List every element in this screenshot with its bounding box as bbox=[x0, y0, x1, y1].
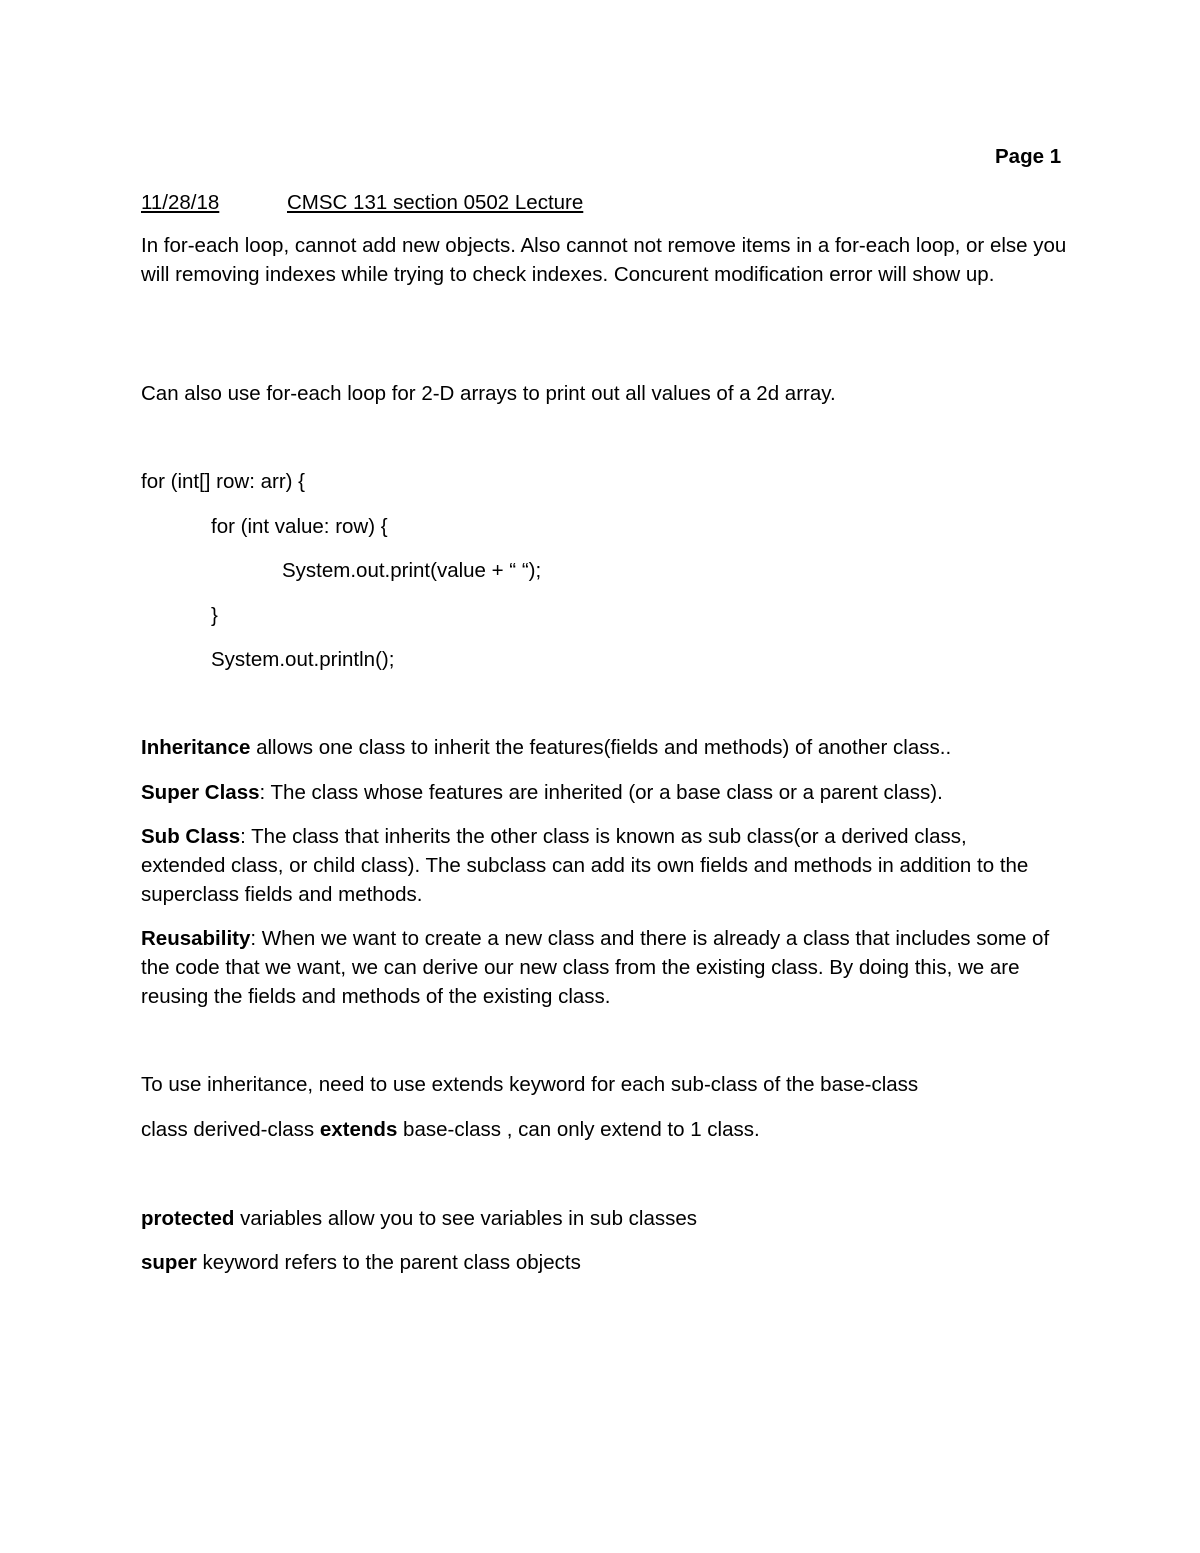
protected-note bbox=[141, 1204, 697, 1233]
reusability-definition bbox=[141, 924, 1066, 1011]
sub-class-text: : The class that inherits the other class is known as sub class(or a derived class, extended class, or child class). The subclass can add its own fields and methods in addition to the superclass fields and methods. bbox=[141, 825, 1029, 906]
foreach-paragraph: In for-each loop, cannot add new objects. Also cannot not remove items in a for-each loop, or else you will removing indexes while trying to check indexes. Concurent modification error will show up. bbox=[141, 234, 1067, 286]
extends-keyword: extends bbox=[319, 1118, 398, 1141]
sub-class-definition bbox=[141, 822, 1046, 909]
super-term: super bbox=[141, 1251, 197, 1274]
extends-syntax-line bbox=[141, 1115, 760, 1144]
extends-suffix: base-class , can only extend to 1 class. bbox=[397, 1118, 760, 1141]
protected-text: variables allow you to see variables in sub classes bbox=[234, 1207, 698, 1230]
course-title-line bbox=[287, 188, 583, 217]
super-class-term: Super Class bbox=[141, 781, 260, 804]
extends-prefix: class derived-class bbox=[141, 1118, 320, 1141]
protected-term: protected bbox=[141, 1207, 235, 1230]
reusability-term: Reusability bbox=[141, 927, 251, 950]
super-class-text: : The class whose features are inherited (or a base class or a parent class). bbox=[259, 781, 943, 804]
page-number: Page 1 bbox=[995, 145, 1062, 168]
code-line-2: for (int value: row) { bbox=[211, 515, 388, 538]
lecture-date: 11/28/18 bbox=[141, 191, 220, 214]
array-paragraph: Can also use for-each loop for 2-D arrays to print out all values of a 2d array. bbox=[141, 382, 836, 405]
header-line bbox=[141, 188, 219, 217]
inheritance-text: allows one class to inherit the features(fields and methods) of another class.. bbox=[250, 736, 952, 759]
course-title: CMSC 131 section 0502 Lecture bbox=[287, 191, 584, 214]
sub-class-term: Sub Class bbox=[141, 825, 241, 848]
code-line-3: System.out.print(value + “ “); bbox=[282, 559, 542, 582]
super-class-definition bbox=[141, 778, 1071, 807]
inheritance-definition bbox=[141, 733, 1071, 762]
extends-usage-line: To use inheritance, need to use extends keyword for each sub-class of the base-class bbox=[141, 1073, 919, 1096]
code-line-4: } bbox=[211, 604, 218, 627]
code-line-1: for (int[] row: arr) { bbox=[141, 470, 306, 493]
super-note bbox=[141, 1248, 581, 1277]
code-line-5: System.out.println(); bbox=[211, 648, 395, 671]
super-text: keyword refers to the parent class objects bbox=[196, 1251, 581, 1274]
reusability-text: : When we want to create a new class and there is already a class that includes some of the code that we want, we can derive our new class from the existing class. By doing this, we are reusing the fields and methods of the existing class. bbox=[141, 927, 1050, 1008]
inheritance-term: Inheritance bbox=[141, 736, 251, 759]
